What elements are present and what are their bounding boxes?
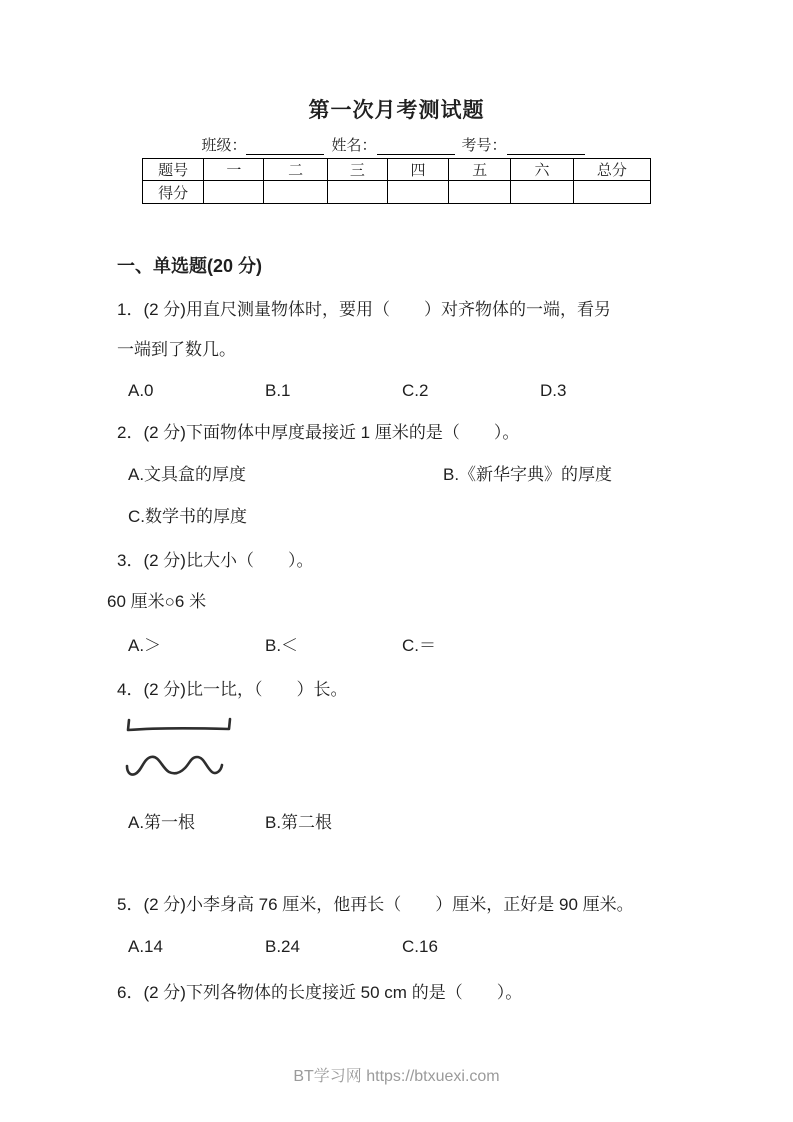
class-label: 班级： xyxy=(201,137,247,154)
question-3-text: 3．(2 分)比大小（ ）。 xyxy=(117,551,314,570)
score-table-header-cell: 五 xyxy=(449,159,511,181)
score-table-score-row xyxy=(143,181,651,204)
name-blank-field xyxy=(377,138,455,155)
score-table-header-cell: 一 xyxy=(204,159,264,181)
score-table-header-cell: 三 xyxy=(327,159,387,181)
section-heading: 一、单选题(20 分) xyxy=(117,256,263,276)
score-table-header-cell: 四 xyxy=(387,159,448,181)
student-info-row xyxy=(0,138,793,155)
question-4-options xyxy=(0,814,793,834)
question-1-text-line1: 1．(2 分)用直尺测量物体时，要用（ ）对齐物体的一端，看另 xyxy=(117,300,611,319)
question-2-option-a: A.文具盒的厚度 xyxy=(128,465,247,484)
score-cell-empty xyxy=(327,181,387,204)
question-2-option-c: C.数学书的厚度 xyxy=(128,507,247,526)
exam-no-blank-field xyxy=(507,138,585,155)
question-5-option-a: A.14 xyxy=(128,937,163,956)
score-table-header-cell: 总分 xyxy=(573,159,650,181)
question-2-option-b: B.《新华字典》的厚度 xyxy=(443,465,613,484)
question-4-text: 4．(2 分)比一比，（ ）长。 xyxy=(117,680,348,699)
score-table-header-cell: 题号 xyxy=(143,159,204,181)
question-4-option-a: A.第一根 xyxy=(128,813,196,832)
score-cell-empty xyxy=(573,181,650,204)
question-3-option-c: C.＝ xyxy=(402,636,436,655)
question-2-options-row1 xyxy=(0,466,793,486)
question-4-figure xyxy=(124,711,239,796)
question-2-text: 2．(2 分)下面物体中厚度最接近 1 厘米的是（ ）。 xyxy=(117,423,520,442)
question-1-option-a: A.0 xyxy=(128,381,154,400)
score-row-label: 得分 xyxy=(143,181,204,204)
score-cell-empty xyxy=(449,181,511,204)
question-1-option-c: C.2 xyxy=(402,381,429,400)
wavy-line-segment xyxy=(127,757,222,775)
question-1-option-d: D.3 xyxy=(540,381,567,400)
score-cell-empty xyxy=(511,181,573,204)
question-6-text: 6．(2 分)下列各物体的长度接近 50 cm 的是（ ）。 xyxy=(117,983,523,1002)
question-5-option-c: C.16 xyxy=(402,937,438,956)
score-cell-empty xyxy=(387,181,448,204)
score-table-header-cell: 二 xyxy=(264,159,327,181)
straight-line-segment xyxy=(128,719,230,730)
exam-no-label: 考号： xyxy=(461,137,507,154)
page-title: 第一次月考测试题 xyxy=(308,99,485,122)
question-1-text-line2: 一端到了数几。 xyxy=(117,340,236,359)
score-table-header-cell: 六 xyxy=(511,159,573,181)
footer-watermark: BT学习网 https://btxuexi.com xyxy=(293,1068,500,1085)
question-4-option-b: B.第二根 xyxy=(265,813,333,832)
question-3-expression: 60 厘米○6 米 xyxy=(107,592,207,611)
class-blank-field xyxy=(246,138,324,155)
score-table xyxy=(142,158,651,204)
score-table-header-row xyxy=(143,159,651,181)
question-2-options-row2 xyxy=(0,508,793,528)
question-3-option-a: A.＞ xyxy=(128,636,162,655)
question-3-option-b: B.＜ xyxy=(265,636,299,655)
question-3-options xyxy=(0,637,793,657)
score-cell-empty xyxy=(204,181,264,204)
question-1-options xyxy=(0,382,793,402)
question-5-options xyxy=(0,938,793,958)
question-5-text: 5．(2 分)小李身高 76 厘米，他再长（ ）厘米，正好是 90 厘米。 xyxy=(117,895,634,914)
question-5-option-b: B.24 xyxy=(265,937,300,956)
score-cell-empty xyxy=(264,181,327,204)
question-1-option-b: B.1 xyxy=(265,381,291,400)
name-label: 姓名： xyxy=(331,137,377,154)
